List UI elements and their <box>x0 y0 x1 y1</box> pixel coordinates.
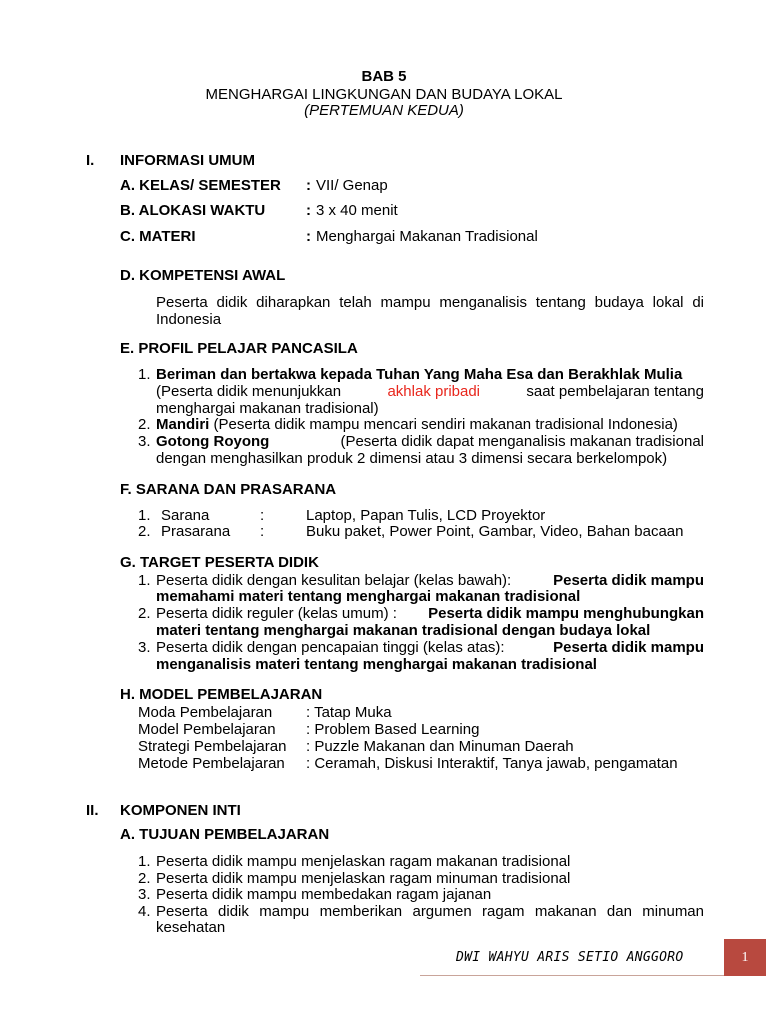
target-item-atas <box>156 639 704 656</box>
desc-text: (Peserta didik mampu mencari sendiri makanan tradisional Indonesia) <box>213 416 678 433</box>
prasarana-colon: : <box>260 523 265 540</box>
desc-text: saat pembelajaran tentang <box>526 383 704 400</box>
footer-rule <box>420 975 765 976</box>
sarana-colon: : <box>260 507 265 524</box>
desc-text: (Peserta didik dapat menganalisis makanan tradisional <box>340 433 704 450</box>
info-colon: : <box>306 228 311 245</box>
desc-text: Peserta didik reguler (kelas umum) : <box>156 605 397 622</box>
tujuan-item: Peserta didik mampu memberikan argumen ragam makanan dan minuman <box>156 903 704 920</box>
list-number: 2. <box>138 870 151 887</box>
bold-text: Peserta didik mampu <box>553 639 704 656</box>
model-value: : Tatap Muka <box>306 704 392 721</box>
tujuan-item: Peserta didik mampu menjelaskan ragam minuman tradisional <box>156 870 571 887</box>
model-label: Model Pembelajaran <box>138 721 276 738</box>
kompetensi-text-cont: Indonesia <box>156 311 222 328</box>
info-label-alokasi: B. ALOKASI WAKTU <box>120 202 266 219</box>
list-number: 1. <box>138 572 151 589</box>
model-label: Moda Pembelajaran <box>138 704 273 721</box>
tujuan-title: A. TUJUAN PEMBELAJARAN <box>120 826 330 843</box>
desc-text: Peserta didik dengan pencapaian tinggi (kelas atas): <box>156 639 505 656</box>
kompetensi-title: D. KOMPETENSI AWAL <box>120 267 286 284</box>
profil-title: E. PROFIL PELAJAR PANCASILA <box>120 340 358 357</box>
model-value: : Problem Based Learning <box>306 721 480 738</box>
desc-text: (Peserta didik menunjukkan <box>156 383 342 400</box>
info-value-kelas: VII/ Genap <box>316 177 388 194</box>
kompetensi-text: Peserta didik diharapkan telah mampu menganalisis tentang budaya lokal di <box>156 294 704 311</box>
list-number: 2. <box>138 416 151 433</box>
chapter-label: BAB 5 <box>361 68 407 85</box>
list-number: 3. <box>138 886 151 903</box>
profil-item-mandiri <box>156 416 678 433</box>
info-value-materi: Menghargai Makanan Tradisional <box>316 228 538 245</box>
list-number: 4. <box>138 903 151 920</box>
info-colon: : <box>306 202 311 219</box>
model-label: Metode Pembelajaran <box>138 755 285 772</box>
profil-item-beriman: Beriman dan bertakwa kepada Tuhan Yang Maha Esa dan Berakhlak Mulia <box>156 366 683 383</box>
section-number-1: I. <box>86 152 95 169</box>
profil-item-gotong-royong <box>156 433 704 450</box>
target-item-atas-cont: menganalisis materi tentang menghargai makanan tradisional <box>156 656 597 673</box>
target-item-bawah <box>156 572 704 589</box>
list-number: 3. <box>138 639 151 656</box>
list-number: 2. <box>138 523 151 540</box>
info-colon: : <box>306 177 311 194</box>
tujuan-item: Peserta didik mampu membedakan ragam jajanan <box>156 886 492 903</box>
bold-text: Peserta didik mampu menghubungkan <box>428 605 704 622</box>
bold-text: Mandiri <box>156 416 210 433</box>
model-value: : Ceramah, Diskusi Interaktif, Tanya jawab, pengamatan <box>306 755 678 772</box>
profil-item-beriman-desc <box>156 383 704 400</box>
document-subtitle: (PERTEMUAN KEDUA) <box>304 102 464 119</box>
list-number: 1. <box>138 507 151 524</box>
profil-item-beriman-desc-cont: menghargai makanan tradisional) <box>156 400 379 417</box>
list-number: 2. <box>138 605 151 622</box>
target-title: G. TARGET PESERTA DIDIK <box>120 554 319 571</box>
sarana-title: F. SARANA DAN PRASARANA <box>120 481 337 498</box>
model-title: H. MODEL PEMBELAJARAN <box>120 686 323 703</box>
list-number: 3. <box>138 433 151 450</box>
target-item-reguler <box>156 605 704 622</box>
info-label-materi: C. MATERI <box>120 228 196 245</box>
prasarana-value: Buku paket, Power Point, Gambar, Video, Bahan bacaan <box>306 523 684 540</box>
footer-author: DWI WAHYU ARIS SETIO ANGGORO <box>456 950 684 965</box>
sarana-label: Sarana <box>161 507 210 524</box>
bold-text: Peserta didik mampu <box>553 572 704 589</box>
highlight-text: akhlak pribadi <box>387 383 481 400</box>
document-title: MENGHARGAI LINGKUNGAN DAN BUDAYA LOKAL <box>205 86 563 103</box>
bold-text: Gotong Royong <box>156 433 270 450</box>
info-value-alokasi: 3 x 40 menit <box>316 202 398 219</box>
section-title-komponen-inti: KOMPONEN INTI <box>120 802 241 819</box>
info-label-kelas: A. KELAS/ SEMESTER <box>120 177 281 194</box>
target-item-bawah-cont: memahami materi tentang menghargai makanan tradisional <box>156 588 581 605</box>
tujuan-item-cont: kesehatan <box>156 919 226 936</box>
desc-text: Peserta didik dengan kesulitan belajar (kelas bawah): <box>156 572 512 589</box>
section-number-2: II. <box>86 802 99 819</box>
profil-item-gotong-royong-cont: dengan menghasilkan produk 2 dimensi atau 3 dimensi secara berkelompok) <box>156 450 668 467</box>
page-number: 1 <box>724 939 766 976</box>
target-item-reguler-cont: materi tentang menghargai makanan tradisional dengan budaya lokal <box>156 622 651 639</box>
prasarana-label: Prasarana <box>161 523 231 540</box>
model-value: : Puzzle Makanan dan Minuman Daerah <box>306 738 574 755</box>
sarana-value: Laptop, Papan Tulis, LCD Proyektor <box>306 507 546 524</box>
list-number: 1. <box>138 366 151 383</box>
list-number: 1. <box>138 853 151 870</box>
section-title-informasi-umum: INFORMASI UMUM <box>120 152 255 169</box>
tujuan-item: Peserta didik mampu menjelaskan ragam makanan tradisional <box>156 853 571 870</box>
model-label: Strategi Pembelajaran <box>138 738 287 755</box>
